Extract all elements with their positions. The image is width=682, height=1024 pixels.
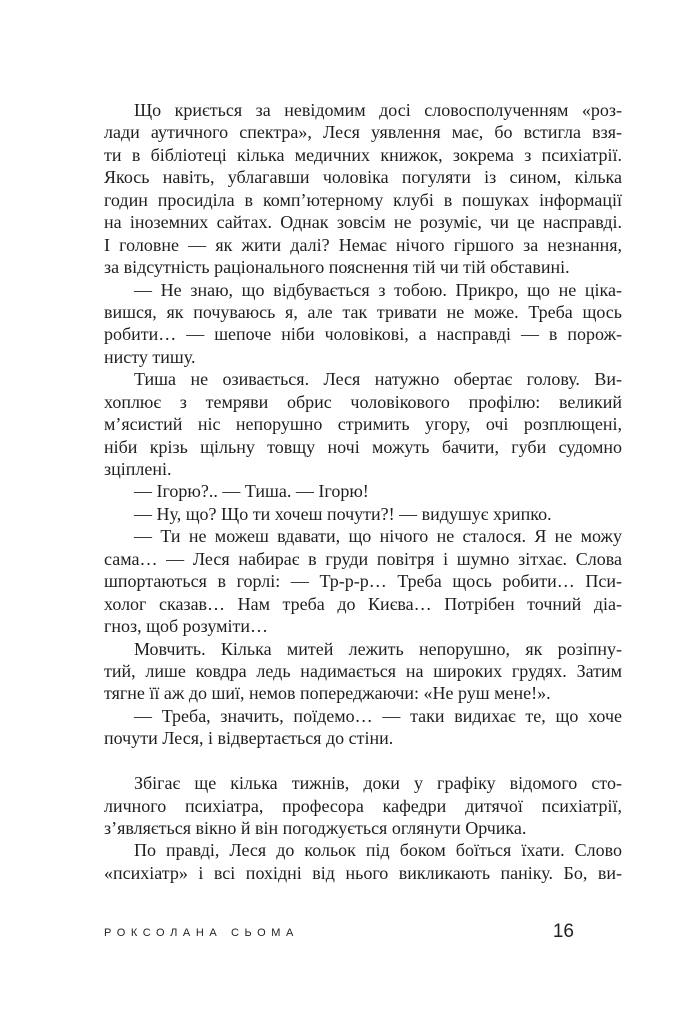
paragraph — [104, 480, 622, 502]
text-section — [104, 772, 622, 884]
text-line: Мовчить. Кілька митей лежить непорушно, як розіпну- — [134, 638, 622, 659]
text-line: вишся, як почуваюсь я, але так тривати не може. Треба щось — [104, 301, 622, 322]
paragraph — [104, 279, 622, 369]
text-line: м’ясистий ніс непорушно стримить угору, очі розплющені, — [104, 414, 622, 435]
paragraph — [104, 368, 622, 480]
paragraph — [104, 705, 622, 750]
text-line: за відсутність раціонального пояснення тій чи тій обставині. — [104, 257, 570, 278]
paragraph — [104, 525, 622, 637]
text-line: Що криється за невідомим досі словосполученням «роз- — [134, 100, 622, 120]
text-line: тягне її аж до шиї, немов попереджаючи: «Не руш мене!». — [104, 683, 551, 704]
paragraph — [104, 99, 622, 279]
text-line: тий, лише ковдра ледь надимається на широких грудях. Затим — [104, 660, 622, 681]
text-line: — Ти не можеш вдавати, що нічого не сталося. Я не можу — [134, 526, 622, 547]
text-line: ніби крізь щільну товщу ночі можуть бачити, губи судомно — [104, 436, 622, 457]
text-line: ти в бібліотеці кілька медичних книжок, зокрема з психіатрії. — [104, 144, 622, 165]
text-line: — Не знаю, що відбувається з тобою. Прикро, що не ціка- — [134, 279, 622, 300]
text-line: на іноземних сайтах. Однак зовсім не розуміє, чи це насправді. — [104, 212, 622, 233]
paragraph — [104, 638, 622, 705]
text-line: — Ігорю?.. — Тиша. — Ігорю! — [134, 481, 369, 502]
running-footer-author: РОКСОЛАНА СЬОМА — [104, 927, 299, 939]
text-line: Збігає ще кілька тижнів, доки у графіку відомого сто- — [134, 773, 622, 794]
text-line: сама… — Леся набирає в груди повітря і шумно зітхає. Слова — [104, 548, 622, 569]
text-line: — Ну, що? Що ти хочеш почути?! — видушує хрипко. — [134, 503, 552, 524]
text-line: робити… — шепоче ніби чоловікові, а насправді — в порож- — [104, 324, 622, 345]
text-line: — Треба, значить, поїдемо… — таки видихає те, що хоче — [134, 705, 622, 726]
text-line: шпортаються в горлі: — Тр-р-р… Треба щось робити… Пси- — [104, 571, 622, 592]
page-body-text — [104, 99, 622, 884]
text-line: лади аутичного спектра», Леся уявлення має, бо встигла взя- — [104, 122, 622, 143]
paragraph — [104, 772, 622, 839]
text-line: холог сказав… Нам треба до Києва… Потрібен точний діа- — [104, 593, 622, 614]
text-line: хоплює з темряви обрис чоловікового профілю: великий — [104, 391, 622, 412]
text-line: гноз, щоб розуміти… — [104, 616, 269, 637]
page-number: 16 — [552, 921, 574, 942]
text-line: личного психіатра, професора кафедри дитячої психіатрії, — [104, 795, 622, 816]
text-line: нисту тишу. — [104, 346, 196, 367]
text-line: почути Леся, і відвертається до стіни. — [104, 728, 394, 749]
paragraph — [104, 839, 622, 884]
text-line: «психіатр» і всі похідні від нього викликають паніку. Бо, ви- — [104, 862, 622, 883]
text-line: Якось навіть, ублагавши чоловіка погуляти із сином, кілька — [104, 167, 622, 188]
text-line: Тиша не озивається. Леся натужно обертає голову. Ви- — [134, 369, 622, 390]
text-line: з’являється вікно й він погоджується оглянути Орчика. — [104, 818, 527, 838]
text-section — [104, 99, 622, 750]
text-line: годин просиділа в комп’ютерному клубі в пошуках інформації — [104, 189, 622, 210]
text-line: зціплені. — [104, 459, 172, 479]
text-line: По правді, Леся до кольок під боком боїться їхати. Слово — [134, 840, 622, 861]
paragraph — [104, 503, 622, 525]
text-line: І головне — як жити далі? Немає нічого гіршого за незнання, — [104, 234, 622, 255]
